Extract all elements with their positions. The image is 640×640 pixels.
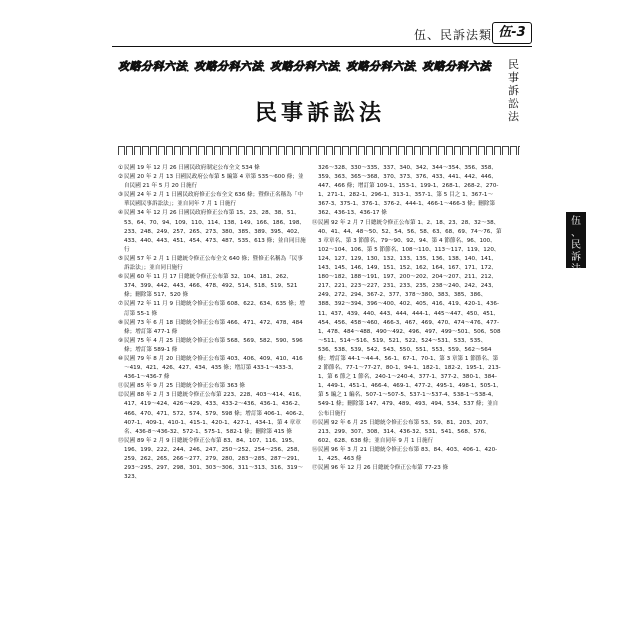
amendment-entry [118, 173, 308, 191]
history-column-left [118, 164, 308, 482]
deco-segment [470, 146, 477, 155]
tab-char: 伍 [571, 216, 581, 227]
entry-text: 民國 75 年 4 月 25 日總統令修正公布第 568、569、582、590、596 條；增訂第 589-1 條 [124, 337, 303, 353]
deco-segment [270, 146, 277, 155]
entry-number: ④ [118, 210, 124, 217]
decorative-rule [118, 146, 520, 156]
banner-item: 攻略分科六法 [346, 60, 415, 73]
deco-segment [510, 146, 517, 155]
amendment-entry [118, 437, 308, 482]
deco-segment [254, 146, 261, 155]
amendment-entry [118, 191, 308, 209]
entry-number: ⑯ [312, 446, 318, 453]
amendment-entry [312, 219, 502, 419]
deco-segment [230, 146, 237, 155]
entry-text: 民國 88 年 2 月 3 日總統令修正公布第 223、228、403～414、416、417、419～424、426～429、433、433-2～436、436-1、436-2、466、470、471、572、574、579、598 條；增訂第 406-1、406-2、407-1、409-1、410-1、415-1、420-1、427-1、434-1、第 4 章章名、436-8～436-32、572-1、575-1、582-1 條；刪除第 415 條 [124, 392, 308, 435]
amendment-entry [118, 382, 308, 391]
deco-segment [414, 146, 421, 155]
tab-char: 類 [571, 276, 581, 287]
deco-segment [166, 146, 173, 155]
entry-text: 326～328、330～335、337、340、342、344～354、356、358、359、363、365～368、370、373、376、433、441、442、446、447、466 條；增訂第 109-1、153-1、199-1、268-1、268-2、270-1、271-1、282-1、296-1、313-1、357-1、第 5 目之 1、367-1～367-3、375-1、376-1、376-2、444-1、466-1～466-3 條；刪除第 362、436-13、436-17 條 [318, 165, 499, 217]
header-section-label: 伍、民訴法類 [414, 28, 493, 42]
tab-char: 事 [508, 71, 520, 84]
entry-text: 民國 60 年 11 月 17 日總統令修正公布第 32、104、181、262、374、399、442、443、466、478、492、514、518、519、521 條；刪除第 517、520 條 [124, 274, 298, 299]
entry-text: 民國 72 年 11 月 9 日總統令修正公布第 608、622、634、635 條；增訂第 55-1 條 [124, 301, 306, 317]
deco-segment [486, 146, 493, 155]
banner [118, 58, 494, 76]
deco-segment [238, 146, 245, 155]
edge-thumb-tab [566, 212, 586, 287]
amendment-entry [312, 419, 502, 446]
entry-number: ⑦ [118, 301, 124, 308]
entry-number: ⑮ [312, 419, 318, 426]
tab-char: 法 [508, 110, 520, 123]
amendment-entry [118, 209, 308, 254]
deco-segment [158, 146, 165, 155]
entry-number: ⑬ [118, 437, 124, 444]
entry-number: ⑩ [118, 355, 124, 362]
deco-segment [366, 146, 373, 155]
deco-segment [190, 146, 197, 155]
deco-segment [422, 146, 429, 155]
entry-number: ⑧ [118, 319, 124, 326]
entry-text: 民國 20 年 2 月 13 日國民政府公布第 5 編第 4 章第 535～600 條；並自民國 21 年 5 月 20 日施行 [124, 174, 304, 190]
deco-segment [494, 146, 501, 155]
page-title: 民事訴訟法 [254, 100, 385, 126]
deco-segment [430, 146, 437, 155]
entry-text: 民國 24 年 2 月 1 日國民政府修正公布全文 636 條；暨修正名稱為「中華民國民事訴訟法」；並自同年 7 月 1 日施行 [124, 192, 303, 208]
deco-segment [214, 146, 221, 155]
entry-number: ⑫ [118, 392, 124, 399]
tab-char: 民 [571, 240, 581, 251]
amendment-entry [118, 355, 308, 382]
tab-char: 訴 [508, 84, 520, 97]
entry-number: ② [118, 174, 124, 181]
entry-text: 民國 96 年 3 月 21 日總統令修正公布第 83、84、403、406-1、420-1、425、463 條 [318, 446, 498, 462]
deco-segment [390, 146, 397, 155]
tab-char: 法 [571, 264, 581, 275]
deco-segment [302, 146, 309, 155]
deco-segment [118, 146, 125, 155]
entry-text: 民國 92 年 2 月 7 日總統令修正公布第 1、2、18、23、28、32～38、40、41、44、48～50、52、54、56、58、63、68、69、74～76、第 3 章章名、第 3 節節名、79～90、92、94、第 4 節節名、96、100、102～104、106、第 5 節節名、108～110、113～117、119、120、124、127、129、130、132、133、135、136、138、140、141、143、145、146、149、151、152、162、164、167、171、172、180～182、188～191、197、200～202、204～207、211、212、217、221、223～227、231、233、235、238～240、242、243、249、272、294、367-2、377、378～380、383、385、386、388、392～394、396～400、402、405、416、419、420-1、436-11、437、439、440、443、444、444-1、445～447、450、451、454、456、458～460、466-3、467、469、470、474～476、477-1、478、484～488、490～492、496、497、499～501、506、508～511、514～516、519、521、522、524～531、533、535、536、538、539、542、543、550、551、553、559、562～564 條；增訂第 44-1～44-4、56-1、67-1、70-1、第 3 章第 1 節節名、第 2 節節名、77-1～77-27、80-1、94-1、182-1、182-2、195-1、213-1、第 6 節之 1 節名、240-1～240-4、377-1、377-2、380-1、384-1、449-1、451-1、466-4、469-1、477-2、495-1、498-1、505-1、第 5 編之 1 編名、507-1～507-5、537-1～537-4、538-1～538-4、549-1 條；刪除第 147、479、489、493、494、534、537 條；並自公布日施行 [318, 219, 502, 417]
deco-segment [198, 146, 205, 155]
deco-segment [310, 146, 317, 155]
deco-segment [518, 146, 520, 155]
deco-segment [126, 146, 133, 155]
header-rule [112, 46, 532, 47]
tab-char: 訟 [508, 97, 520, 110]
history-column-right [312, 164, 502, 473]
amendment-entry [118, 337, 308, 355]
banner-separator: ． [262, 61, 273, 74]
deco-segment [334, 146, 341, 155]
banner-item: 攻略分科六法 [194, 60, 263, 73]
entry-text: 民國 73 年 6 月 18 日總統令修正公布第 466、471、472、478、484 條；增訂第 477-1 條 [124, 319, 303, 335]
entry-number: ⑨ [118, 337, 124, 344]
entry-text: 民國 57 年 2 月 1 日總統令修正公布全文 640 條；暨修正名稱為「民事訴訟法」；並自同日施行 [124, 255, 303, 272]
deco-segment [262, 146, 269, 155]
page-number-badge: 伍-3 [492, 22, 532, 44]
deco-segment [318, 146, 325, 155]
deco-segment [294, 146, 301, 155]
entry-number: ⑪ [118, 383, 124, 390]
deco-segment [142, 146, 149, 155]
amendment-entry [118, 255, 308, 273]
amendment-entry [318, 164, 502, 219]
deco-segment [286, 146, 293, 155]
deco-segment [246, 146, 253, 155]
entry-text: 民國 85 年 9 月 25 日總統令修正公布第 363 條 [124, 383, 246, 390]
deco-segment [454, 146, 461, 155]
amendment-entry [118, 391, 308, 436]
deco-segment [398, 146, 405, 155]
deco-segment [278, 146, 285, 155]
amendment-entry [118, 300, 308, 318]
entry-number: ⑤ [118, 255, 124, 262]
entry-number: ⑭ [312, 219, 318, 226]
entry-text: 民國 89 年 2 月 9 日總統令修正公布第 83、84、107、116、195、196、199、222、244、246、247、250～252、254～256、258、259、262、265、266～277、279、280、283～285、287～291、293～295、297、298、301、303～306、311～313、316、319～323、 [124, 437, 303, 481]
deco-segment [134, 146, 141, 155]
entry-text: 民國 79 年 8 月 20 日總統令修正公布第 403、406、409、410、416～419、421、426、427、434、435 條；增訂第 433-1～433-3、436-1～436-7 條 [124, 355, 303, 381]
banner-separator: ． [186, 61, 197, 74]
amendment-entry [118, 319, 308, 337]
deco-segment [182, 146, 189, 155]
deco-segment [342, 146, 349, 155]
tab-char: 民 [508, 58, 520, 71]
deco-segment [222, 146, 229, 155]
tab-char: 、 [571, 228, 581, 239]
deco-segment [174, 146, 181, 155]
entry-number: ① [118, 165, 124, 171]
deco-segment [502, 146, 509, 155]
entry-text: 民國 34 年 12 月 26 日國民政府修正公布第 15、23、28、38、51、53、64、70、94、109、110、114、138、149、166、186、198、233、248、249、257、265、273、380、385、389、395、402、433、440、443、451、454、473、487、535、613 條；並自同日施行 [124, 210, 306, 253]
deco-segment [374, 146, 381, 155]
deco-segment [406, 146, 413, 155]
deco-segment [358, 146, 365, 155]
deco-segment [326, 146, 333, 155]
deco-segment [462, 146, 469, 155]
deco-segment [446, 146, 453, 155]
amendment-entry [118, 273, 308, 300]
amendment-entry [118, 164, 308, 173]
entry-number: ⑥ [118, 274, 124, 281]
deco-segment [350, 146, 357, 155]
banner-item: 攻略分科六法 [422, 60, 491, 73]
banner-separator: ． [414, 61, 425, 74]
banner-separator: ． [338, 61, 349, 74]
entry-number: ⑰ [312, 465, 318, 472]
entry-text: 民國 19 年 12 月 26 日國民政府制定公布全文 534 條 [124, 165, 260, 171]
entry-text: 民國 96 年 12 月 26 日總統令修正公布第 77-23 條 [318, 465, 449, 472]
deco-segment [478, 146, 485, 155]
amendment-entry [312, 446, 502, 464]
banner-item: 攻略分科六法 [270, 60, 339, 73]
amendment-entry [312, 464, 502, 473]
deco-segment [382, 146, 389, 155]
banner-item: 攻略分科六法 [118, 60, 187, 73]
entry-number: ③ [118, 192, 124, 199]
deco-segment [150, 146, 157, 155]
deco-segment [206, 146, 213, 155]
entry-text: 民國 92 年 6 月 25 日總統令修正公布第 53、59、81、203、207、213、299、307、308、314、436-32、531、541、568、576、602、628、638 條；並自同年 9 月 1 日施行 [318, 419, 492, 444]
deco-segment [438, 146, 445, 155]
tab-char: 訴 [571, 252, 581, 263]
